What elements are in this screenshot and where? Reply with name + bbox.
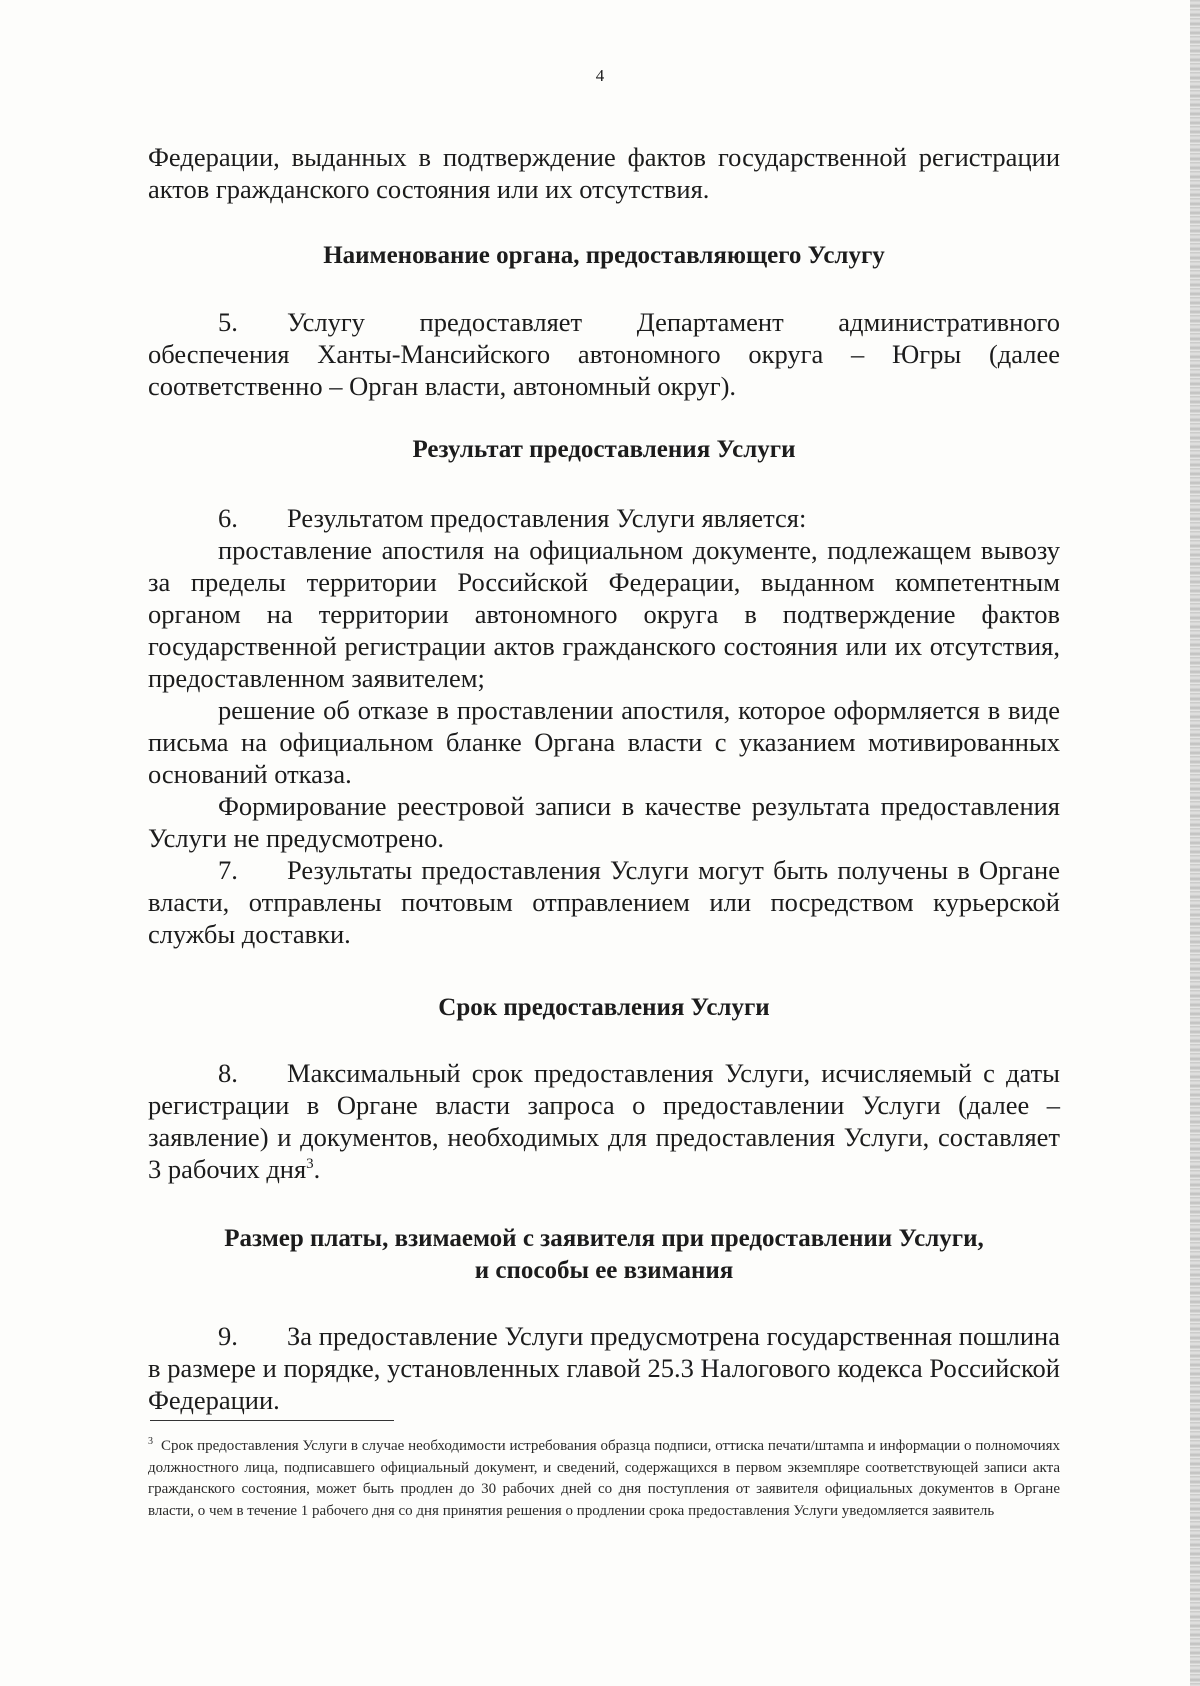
heading-fee-line-2: и способы ее взимания: [474, 1257, 734, 1284]
heading-fee-line-1: Размер платы, взимаемой с заявителя при предоставлении Услуги,: [224, 1225, 984, 1252]
intro-paragraph: Федерации, выданных в подтверждение фактов государственной регистрации актов гражданского состояния или их отсутствия.: [148, 142, 1060, 204]
heading-result: Результат предоставления Услуги: [412, 436, 796, 463]
clause-5: [148, 306, 1060, 402]
clause-7: [148, 854, 1060, 950]
heading-authority: Наименование органа, предоставляющего Услугу: [323, 242, 885, 269]
clause-8-number: 8.: [218, 1058, 238, 1088]
heading-fee: [148, 1223, 1060, 1287]
clause-6-apostille: проставление апостиля на официальном документе, подлежащем вывозу за пределы территории Российской Федерации, выданном компетентным органом на территории автономного округа в подтверждение фактов государственной регистрации актов гражданского состояния или их отсутствия, предоставленном заявителем;: [148, 535, 1060, 693]
footnote-mark: 3: [148, 1436, 153, 1447]
clause-6-number: 6.: [218, 503, 238, 533]
clause-6-refusal: решение об отказе в проставлении апостиля, которое оформляется в виде письма на официальном бланке Органа власти с указанием мотивированных оснований отказа.: [148, 695, 1060, 789]
clause-9-number: 9.: [218, 1321, 238, 1351]
clause-8-text: Максимальный срок предоставления Услуги, исчисляемый с даты регистрации в Органе власти запроса о предоставлении Услуги (далее – заявление) и документов, необходимых для предоставления Услуги, составляет 3 рабочих дня: [148, 1058, 1060, 1184]
clause-6-registry: Формирование реестровой записи в качестве результата предоставления Услуги не предусмотрено.: [148, 791, 1060, 853]
footnote: [148, 1436, 1060, 1522]
footnote-reference: 3: [306, 1156, 314, 1173]
heading-term: Срок предоставления Услуги: [438, 994, 770, 1021]
clause-6: [148, 502, 1060, 854]
clause-7-number: 7.: [218, 855, 238, 885]
page-number: 4: [595, 66, 605, 85]
clause-9: [148, 1320, 1060, 1416]
footnote-text: Срок предоставления Услуги в случае необходимости истребования образца подписи, оттиска печати/штампа и информации о полномочиях должностного лица, подписавшего официальный документ, и сведений, содержащихся в первом экземпляре соответствующей записи акта гражданского состояния, может быть продлен до 30 рабочих дней со дня поступления от заявителя официальных документов в Органе власти, о чем в течение 1 рабочего дня со дня принятия решения о продлении срока предоставления Услуги уведомляется заявитель: [148, 1438, 1060, 1519]
clause-6-text: Результатом предоставления Услуги является:: [287, 503, 807, 533]
footnote-separator: [150, 1420, 394, 1421]
clause-8: 8. Максимальный срок предоставления Услуги, исчисляемый с даты регистрации в Органе власти запроса о предоставлении Услуги (далее – заявление) и документов, необходимых для предоставления Услуги, составляет 3 рабочих дня$^3$.: [148, 1058, 1060, 1184]
clause-5-text: Услугу предоставляет Департамент административного обеспечения Ханты-Мансийского автономного округа – Югры (далее соответственно – Орган власти, автономный округ).: [148, 307, 1060, 401]
scan-edge: [1190, 0, 1200, 1686]
clause-9-text: За предоставление Услуги предусмотрена государственная пошлина в размере и порядке, установленных главой 25.3 Налогового кодекса Российской Федерации.: [148, 1321, 1060, 1415]
clause-5-number: 5.: [218, 307, 238, 337]
clause-7-text: Результаты предоставления Услуги могут быть получены в Органе власти, отправлены почтовым отправлением или посредством курьерской службы доставки.: [148, 855, 1060, 949]
intro-paragraph-block: [148, 141, 1060, 205]
